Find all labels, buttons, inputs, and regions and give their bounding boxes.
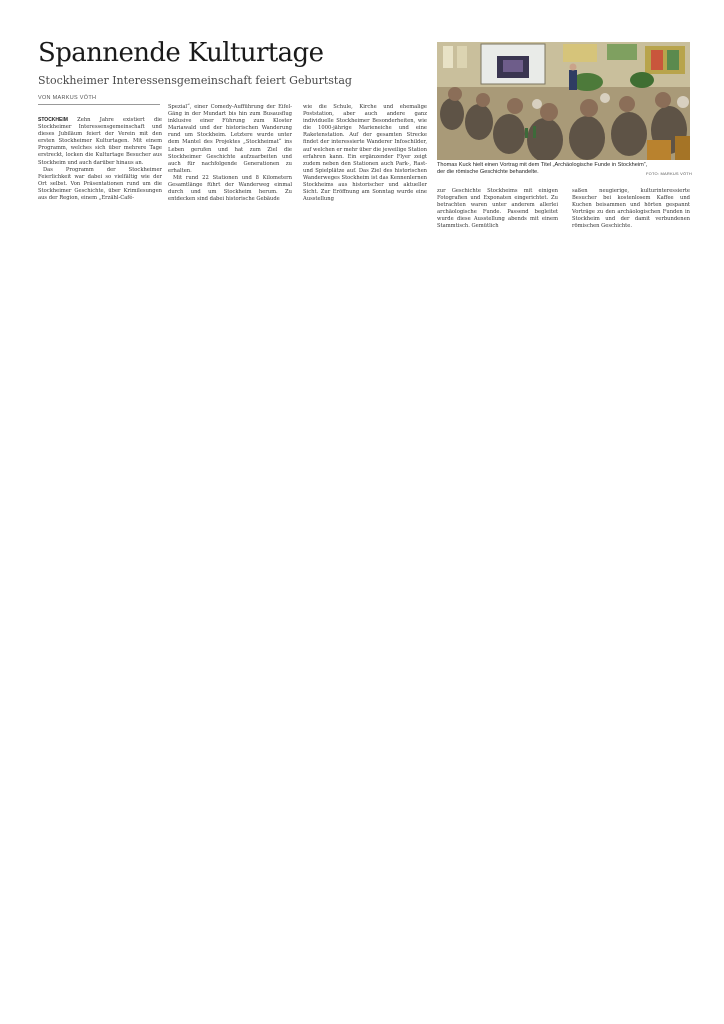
paragraph: Spezial“, einer Comedy-Aufführung der Eifel-Gäng in der Mundart bis hin zum Busausflug inklusive einer Führung zum Kloster Mariawald und der historischen Wanderung rund um Stockheim. Letztere wurde unter dem Mantel des Projektes „Stockheimat“ ins Leben gerufen und hat zum Ziel die Stockheimer Geschichte aufzuarbeiten und auch für nachfolgende Generationen zu erhalten. xyxy=(168,104,292,174)
article-subheadline: Stockheimer Interessensgemeinschaft feiert Geburtstag xyxy=(38,74,352,87)
article-column-2 xyxy=(168,104,292,203)
article-column-5 xyxy=(572,188,690,231)
photo-caption: Thomas Kuck hielt einen Vortrag mit dem Titel „Archäologische Funde in Stockheim“, der die römische Geschichte behandelte. xyxy=(437,162,648,176)
article-headline: Spannende Kulturtage xyxy=(38,38,324,68)
paragraph-text: Zehn Jahre existiert die Stockheimer Interessensgemeinschaft und dieses Jubiläum feiert der Verein mit den ersten Stockheimer Kulturtagen. Mit einem Programm, welches sich über mehrere Tage erstreckt, locken die Kulturtage Besucher aus Stockheim und auch darüber hinaus an. xyxy=(38,117,162,166)
article-photo xyxy=(437,42,690,160)
article-column-4 xyxy=(437,188,558,231)
audience-lecture-photo xyxy=(437,42,690,160)
paragraph: Das Programm der Stockheimer Feierlichkeit war dabei so vielfältig wie der Ort selbst. Von Präsentationen rund um die Stockheimer Geschichte, über Krimilesungen aus der Region, einem „Erzähl-Café- xyxy=(38,166,162,202)
paragraph: saßen neugierige, kulturinteressierte Besucher bei kostenlosem Kaffee und Kuchen beisammen und hörten gespannt Vorträge zu den archäologischen Funden in Stockheim und der damit verbundenen römischen Geschichte. xyxy=(572,188,690,230)
paragraph: Mit rund 22 Stationen und 8 Kilometern Gesamtlänge führt der Wanderweg einmal durch und um Stockheim herum. Zu entdecken sind dabei historische Gebäude xyxy=(168,174,292,203)
article-byline: VON MARKUS VÖTH xyxy=(38,95,160,105)
dateline: STOCKHEIM xyxy=(38,117,68,123)
photo-credit: FOTO: MARKUS VÖTH xyxy=(646,171,692,176)
paragraph: wie die Schule, Kirche und ehemalige Poststation, aber auch andere ganz individuelle Stockheimer Besonderheiten, wie die 1000-jährige Marieneiche und eine Raketenstation. Auf der gesamten Strecke findet der interessierte Wanderer Infoschilder, auf welchen er mehr über die jeweilige Station erfahren kann. Ein ergänzender Flyer zeigt zudem neben den Stationen auch Park-, Rast- und Spielplätze auf. Das Ziel des historischen Wanderweges Stockheim ist das Kennenlernen Stockheims aus historischer und aktueller Sicht. Zur Eröffnung am Sonntag wurde eine Ausstellung xyxy=(303,104,427,203)
paragraph xyxy=(38,117,162,167)
paragraph: zur Geschichte Stockheims mit einigen Fotografien und Exponaten eingerichtet. Zu betrachten waren unter anderem allerlei archäologische Funde. Passend begleitet wurde diese Ausstellung abends mit einem Stammtisch. Gemütlich xyxy=(437,188,558,230)
article-column-1 xyxy=(38,117,162,202)
article-column-3 xyxy=(303,104,427,203)
